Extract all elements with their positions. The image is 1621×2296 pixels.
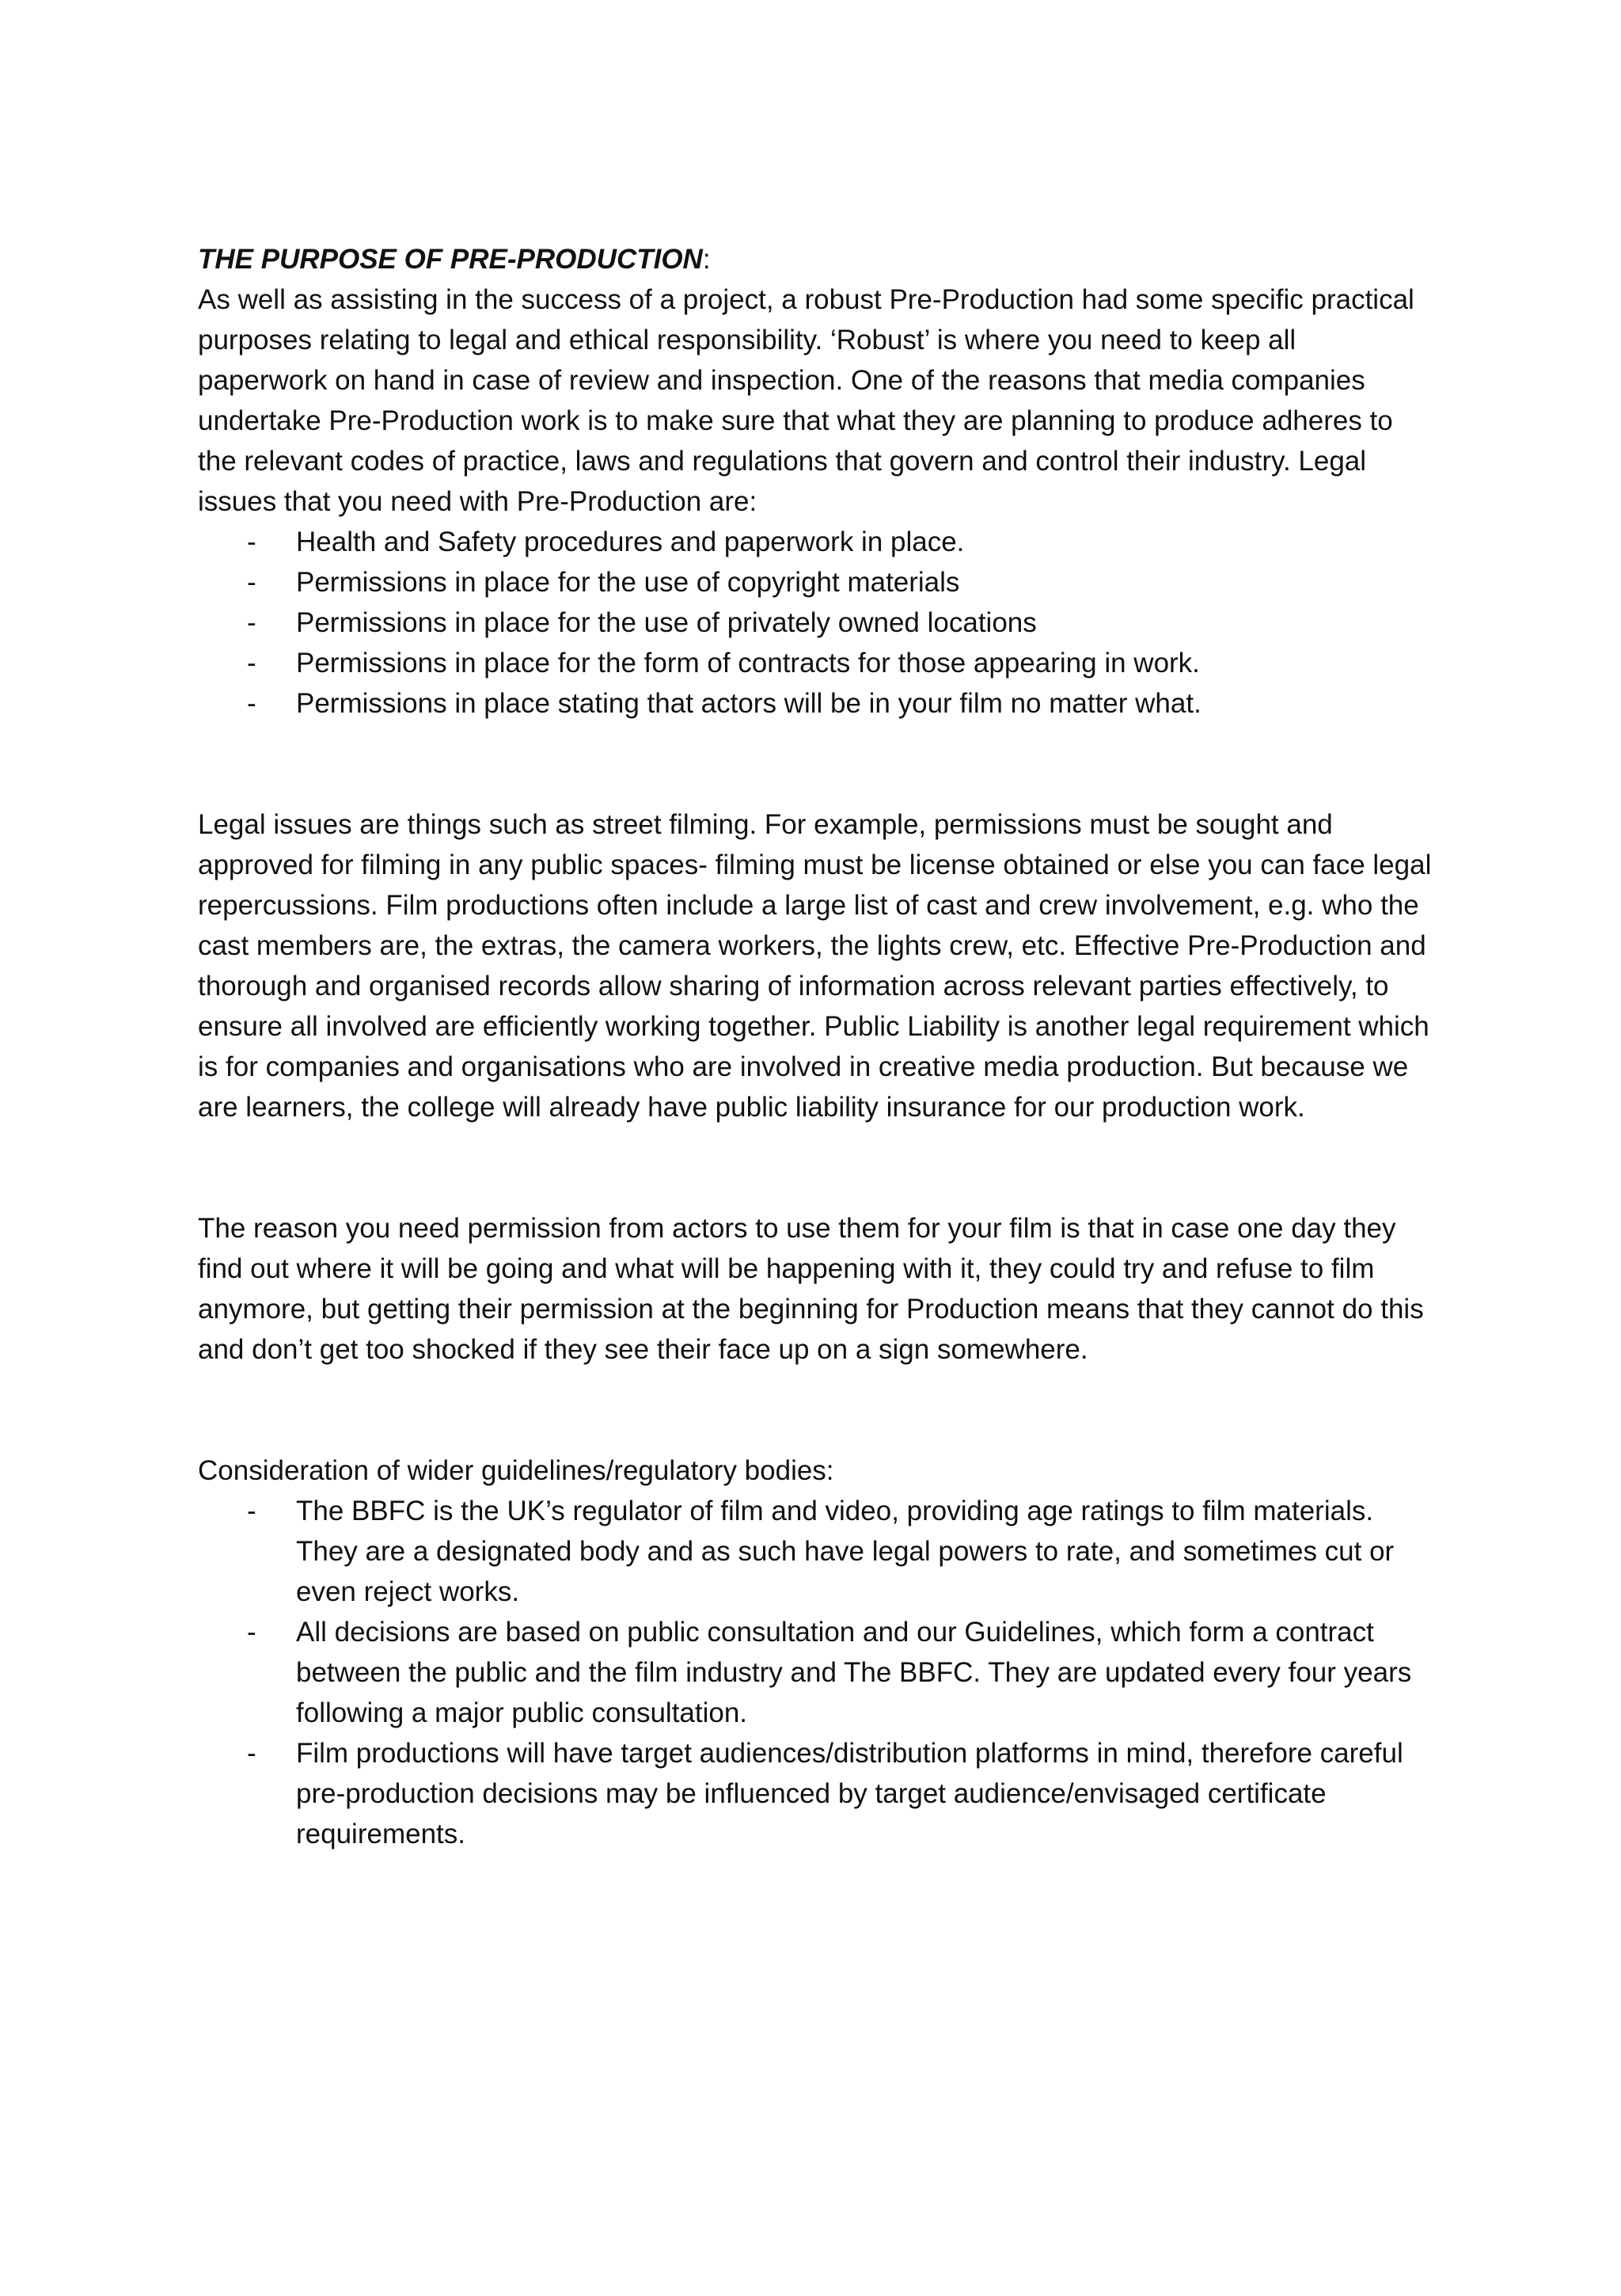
dash-bullet: - — [247, 648, 256, 679]
list-item-text: Health and Safety procedures and paperwork in place. — [296, 526, 965, 557]
legal-issues-list — [198, 522, 1433, 724]
dash-bullet: - — [247, 1496, 256, 1526]
spacer — [198, 1127, 1433, 1208]
list-item — [198, 643, 1433, 683]
dash-bullet: - — [247, 688, 256, 719]
dash-bullet: - — [247, 567, 256, 598]
spacer — [198, 724, 1433, 804]
document-page — [198, 239, 1433, 1854]
list-item-text: Permissions in place for the form of contracts for those appearing in work. — [296, 648, 1200, 679]
section-title: THE PURPOSE OF PRE-PRODUCTION — [198, 244, 703, 275]
list-item-text: Permissions in place for the use of privately owned locations — [296, 607, 1037, 638]
guidelines-heading: Consideration of wider guidelines/regulatory bodies: — [198, 1455, 834, 1486]
section-title-colon: : — [702, 244, 711, 275]
guidelines-list — [198, 1491, 1433, 1854]
section-heading-line — [198, 239, 1433, 279]
actor-permission-paragraph: The reason you need permission from actors to use them for your film is that in case one day they find out where it will be going and what will be happening with it, they could try and refuse to film anymore, but getting their permission at the beginning for Production means that they cannot do this and don’t get too shocked if they see their face up on a sign somewhere. — [198, 1213, 1424, 1365]
dash-bullet: - — [247, 526, 256, 557]
dash-bullet: - — [247, 607, 256, 638]
list-item — [198, 1612, 1433, 1733]
dash-bullet: - — [247, 1738, 256, 1769]
legal-issues-paragraph: Legal issues are things such as street filming. For example, permissions must be sought and approved for filming in any public spaces- filming must be license obtained or else you can face legal repercussions. Film productions often include a large list of cast and crew involvement, e.g. who the cast members are, the extras, the camera workers, the lights crew, etc. Effective Pre-Production and thorough and organised records allow sharing of information across relevant parties effectively, to ensure all involved are efficiently working together. Public Liability is another legal requirement which is for companies and organisations who are involved in creative media production. But because we are learners, the college will already have public liability insurance for our production work. — [198, 809, 1432, 1123]
list-item — [198, 683, 1433, 724]
list-item — [198, 522, 1433, 562]
list-item-text: Permissions in place for the use of copyright materials — [296, 567, 960, 598]
list-item-text: Permissions in place stating that actors will be in your film no matter what. — [296, 688, 1202, 719]
list-item — [198, 1491, 1433, 1612]
list-item-text: All decisions are based on public consultation and our Guidelines, which form a contract between the public and the film industry and The BBFC. They are updated every four years following a major public consultation. — [296, 1617, 1412, 1728]
intro-paragraph: As well as assisting in the success of a project, a robust Pre-Production had some specific practical purposes relating to legal and ethical responsibility. ‘Robust’ is where you need to keep all paperwork on hand in case of review and inspection. One of the reasons that media companies undertake Pre-Production work is to make sure that what they are planning to produce adheres to the relevant codes of practice, laws and regulations that govern and control their industry. Legal issues that you need with Pre-Production are: — [198, 284, 1414, 517]
list-item-text: Film productions will have target audiences/distribution platforms in mind, therefore careful pre-production decisions may be influenced by target audience/envisaged certificate requirements. — [296, 1738, 1403, 1849]
list-item — [198, 603, 1433, 643]
list-item — [198, 1733, 1433, 1854]
spacer — [198, 1370, 1433, 1450]
list-item — [198, 562, 1433, 603]
list-item-text: The BBFC is the UK’s regulator of film and video, providing age ratings to film materials. They are a designated body and as such have legal powers to rate, and sometimes cut or even reject works. — [296, 1496, 1395, 1607]
dash-bullet: - — [247, 1617, 256, 1648]
